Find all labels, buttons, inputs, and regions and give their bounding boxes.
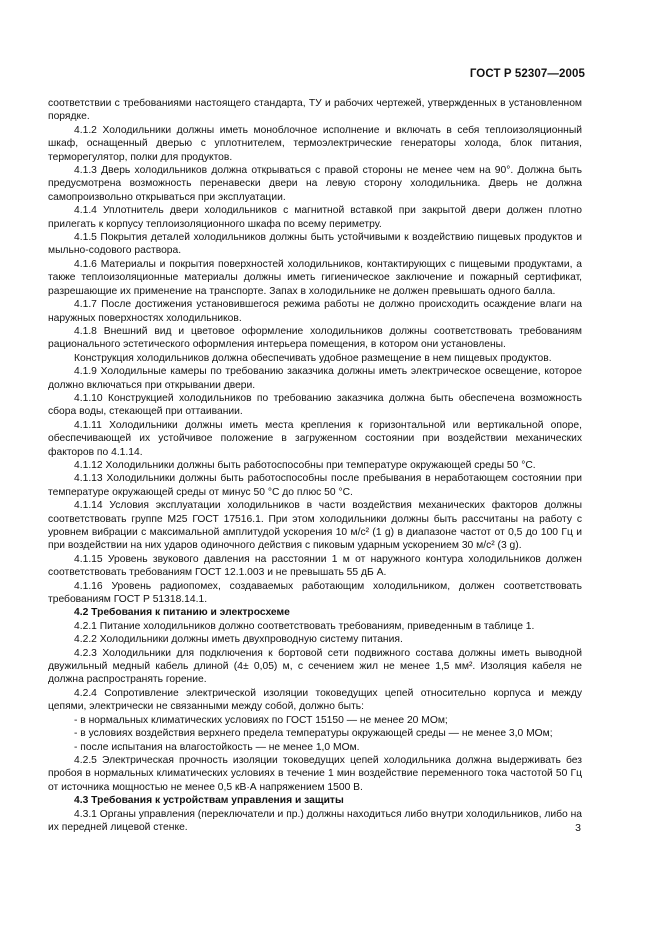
- paragraph-continuation: соответствии с требованиями настоящего стандарта, ТУ и рабочих чертежей, утвержденных в установленном порядке.: [48, 98, 582, 123]
- clause-4-1-10: 4.1.10 Конструкцией холодильников по требованию заказчика должна быть обеспечена возможность сбора воды, стекающей при оттаивании.: [48, 392, 582, 418]
- clause-4-1-16: 4.1.16 Уровень радиопомех, создаваемых работающим холодильником, должен соответствовать требованиям ГОСТ Р 51318.14.1.: [48, 580, 582, 606]
- clause-4-1-12: 4.1.12 Холодильники должны быть работоспособны при температуре окружающей среды 50 °С.: [74, 459, 536, 471]
- list-item: - в нормальных климатических условиях по ГОСТ 15150 — не менее 20 МОм;: [74, 714, 448, 726]
- clause-4-2-5: 4.2.5 Электрическая прочность изоляции токоведущих цепей холодильника должна выдерживать без пробоя в нормальных климатических условиях в течение 1 мин воздействие переменного тока частотой 50 Гц от источника мощностью не менее 0,5 кВ·А напряжением 1500 В.: [48, 754, 582, 793]
- page-number: 3: [575, 822, 581, 834]
- clause-4-1-13: 4.1.13 Холодильники должны быть работоспособны после пребывания в неработающем состоянии при температуре окружающей среды от минус 50 °С до плюс 50 °С.: [48, 473, 582, 498]
- clause-4-1-11: 4.1.11 Холодильники должны иметь места крепления к горизонтальной или вертикальной опоре, обеспечивающей их устойчивое положение в загруженном состоянии при воздействии механических факторов по 4.1.14.: [48, 419, 582, 458]
- standard-number: ГОСТ Р 52307—2005: [469, 68, 585, 80]
- clause-4-1-7: 4.1.7 После достижения установившегося режима работы не должно происходить осаждение влаги на наружных поверхностях холодильников.: [48, 299, 582, 324]
- section-heading-4-3: 4.3 Требования к устройствам управления и защиты: [74, 795, 344, 807]
- list-item: - после испытания на влагостойкость — не менее 1,0 МОм.: [74, 741, 360, 753]
- clause-4-1-14: 4.1.14 Условия эксплуатации холодильников в части воздействия механических факторов должны соответствовать группе М25 ГОСТ 17516.1. При этом холодильники должны быть рассчитаны на работу с уровнем вибрации с максимальной амплитудой ускорения 10 м/с² (1 g) в диапазоне частот от 0,5 до 100 Гц и при воздействии на них ударов одиночного действия с пиковым ударным ускорением 30 м/с² (3 g).: [48, 500, 582, 552]
- clause-4-2-1: 4.2.1 Питание холодильников должно соответствовать требованиям, приведенным в таблице 1.: [74, 620, 535, 632]
- clause-4-1-6: 4.1.6 Материалы и покрытия поверхностей холодильников, контактирующих с пищевыми продуктами, а также теплоизоляционные материалы должны иметь гигиеническое заключение и пожарный сертификат, разрешающие их применение на транспорте. Запах в холодильнике не должен превышать одного балла.: [48, 258, 582, 297]
- section-heading-4-2: 4.2 Требования к питанию и электросхеме: [74, 607, 290, 619]
- clause-4-2-4: 4.2.4 Сопротивление электрической изоляции токоведущих цепей относительно корпуса и между цепями, электрически не связанными между собой, должно быть:: [48, 687, 582, 713]
- clause-4-1-3: 4.1.3 Дверь холодильников должна открываться с правой стороны не менее чем на 90°. Должна быть предусмотрена возможность перенавески двери на левую сторону холодильника. Дверь не должна самопроизвольно открываться при эксплуатации.: [48, 165, 582, 203]
- clause-4-1-9: 4.1.9 Холодильные камеры по требованию заказчика должны иметь электрическое освещение, которое должно включаться при открывании двери.: [48, 366, 582, 391]
- clause-4-1-8: 4.1.8 Внешний вид и цветовое оформление холодильников должны соответствовать требованиям рационального эстетического оформления интерьера помещения, в котором они установлены.: [48, 325, 582, 351]
- clause-4-2-3: 4.2.3 Холодильники для подключения к бортовой сети подвижного состава должны иметь выводной двужильный медный кабель длиной (4± 0,05) м, с сечением жил не менее 1,5 мм². Изоляция кабеля не должна распространять горение.: [48, 647, 582, 686]
- clause-4-1-2: 4.1.2 Холодильники должны иметь моноблочное исполнение и включать в себя теплоизоляционный шкаф, оснащенный дверью с уплотнителем, термоэлектрические генераторы холода, блок питания, терморегулятор, полки для продуктов.: [48, 124, 582, 163]
- clause-4-2-2: 4.2.2 Холодильники должны иметь двухпроводную систему питания.: [74, 634, 403, 646]
- clause-4-1-15: 4.1.15 Уровень звукового давления на расстоянии 1 м от наружного контура холодильников должен соответствовать требованиям ГОСТ 12.1.003 и не превышать 55 дБ А.: [48, 553, 582, 579]
- document-body: [48, 97, 582, 834]
- clause-4-1-4: 4.1.4 Уплотнитель двери холодильников с магнитной вставкой при закрытой двери должен плотно прилегать к корпусу теплоизоляционного шкафа по всему периметру.: [48, 205, 582, 230]
- list-item: - в условиях воздействия верхнего предела температуры окружающей среды — не менее 3,0 МОм;: [74, 728, 553, 740]
- clause-4-3-1: 4.3.1 Органы управления (переключатели и пр.) должны находиться либо внутри холодильников, либо на их передней лицевой стенке.: [48, 808, 582, 833]
- clause-4-1-5: 4.1.5 Покрытия деталей холодильников должны быть устойчивыми к воздействию пищевых продуктов и мыльно-содового раствора.: [48, 232, 582, 257]
- clause-4-1-8-construction: Конструкция холодильников должна обеспечивать удобное размещение в нем пищевых продуктов.: [74, 352, 552, 364]
